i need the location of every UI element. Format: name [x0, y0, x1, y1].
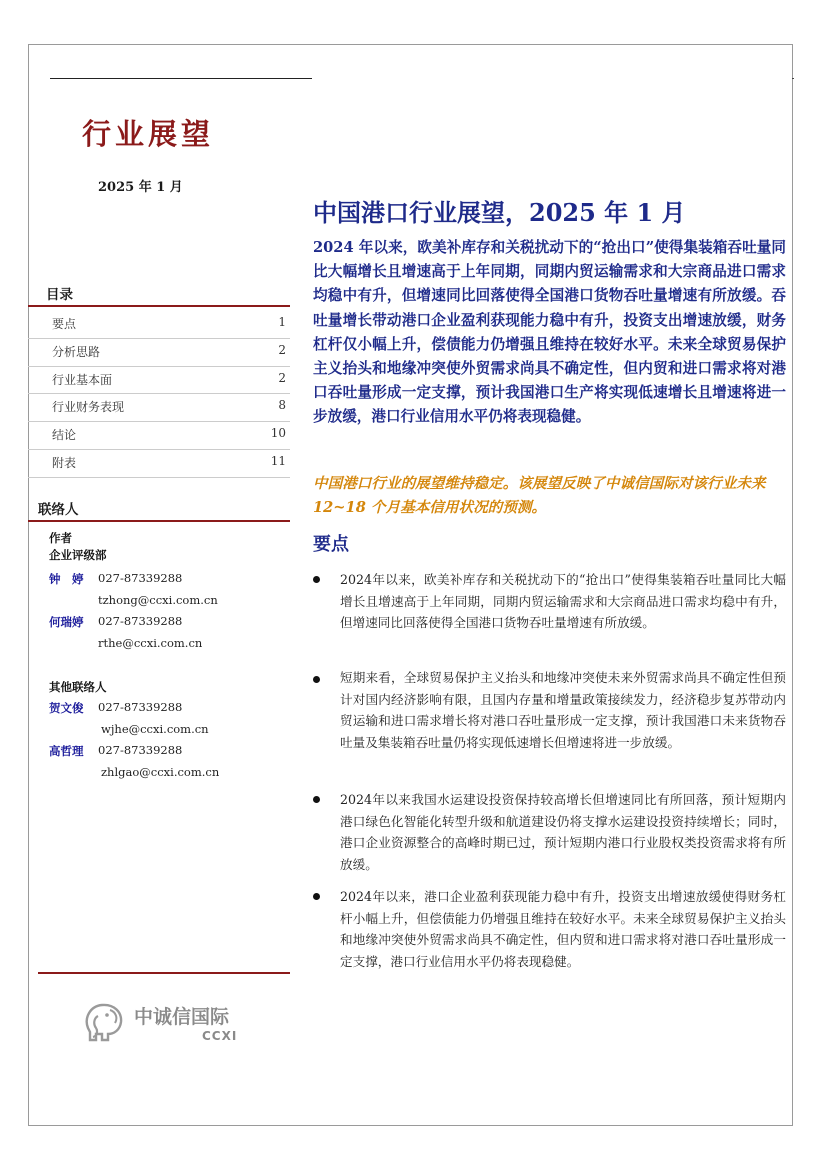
- contact-email[interactable]: wjhe@ccxi.com.cn: [101, 722, 209, 736]
- contact-name: 何瑞婷: [49, 615, 84, 629]
- toc-item-label: 结论: [52, 428, 77, 443]
- contact-phone: 027-87339288: [98, 743, 183, 757]
- key-points-heading: 要点: [313, 534, 349, 555]
- contacts-rule: [28, 520, 290, 522]
- bullet-icon: [313, 576, 320, 583]
- toc-item-label: 要点: [52, 317, 77, 331]
- toc-item-label: 行业基本面: [52, 372, 113, 387]
- dept-label: 企业评级部: [49, 548, 107, 562]
- header-rule: [50, 78, 312, 79]
- key-point-item: 短期来看，全球贸易保护主义抬头和地缘冲突使未来外贸需求尚具不确定性但预计对国内经济影响有限，且国内存量和增量政策接续发力，经济稳步复苏带动内贸运输和进口需求增长将对港口吞吐量形成一定支撑，预计我国港口未来货物吞吐量及集装箱吞吐量仍将实现低速增长但增速将进一步放缓。: [340, 670, 786, 750]
- contact-name: 贺文俊: [49, 701, 84, 715]
- bullet-icon: [313, 796, 320, 803]
- toc-item-label: 分析思路: [52, 344, 101, 359]
- key-point-item: 2024年以来我国水运建设投资保持较高增长但增速同比有所回落，预计短期内港口绿色化智能化转型升级和航道建设仍将支撑水运建设投资持续增长；同时，港口企业资源整合的高峰时期已过，预计短期内港口行业股权类投资需求将有所放缓。: [340, 792, 786, 872]
- contact-phone: 027-87339288: [98, 571, 183, 585]
- toc-item-page: 11: [270, 453, 286, 468]
- toc-item[interactable]: [28, 311, 290, 339]
- toc-item-page: 2: [278, 370, 286, 385]
- toc-item[interactable]: [28, 367, 290, 395]
- bullet-icon: [313, 676, 320, 683]
- toc-item-page: 2: [278, 342, 286, 357]
- bullet-icon: [313, 893, 320, 900]
- logo-text-cn: 中诚信国际: [134, 1006, 230, 1028]
- key-point-item: 2024年以来，港口企业盈利获现能力稳中有升，投资支出增速放缓使得财务杠杆小幅上升，但偿债能力仍增强且维持在较好水平。未来全球贸易保护主义抬头和地缘冲突使外贸需求尚具不确定性，但内贸和进口需求将对港口吞吐量形成一定支撑，港口行业信用水平仍将表现稳健。: [340, 889, 786, 969]
- contacts-title: 联络人: [38, 502, 79, 518]
- toc-rule: [28, 305, 290, 307]
- summary-paragraph: 2024 年以来，欧美补库存和关税扰动下的“抢出口”使得集装箱吞吐量同比大幅增长且增速高于上年同期，同期内贸运输需求和大宗商品进口需求均稳中有升，但增速同比回落使得全国港口货物吞吐量增速有所放缓。吞吐量增长带动港口企业盈利获现能力稳中有升，投资支出增速放缓，财务杠杆仅小幅上升，偿债能力仍增强且维持在较好水平。未来全球贸易保护主义抬头和地缘冲突使外贸需求尚具不确定性，但内贸和进口需求将对港口吞吐量形成一定支撑，预计我国港口生产将实现低速增长且增速将进一步放缓，港口行业信用水平仍将表现稳健。: [313, 239, 786, 426]
- footer-rule: [38, 972, 290, 974]
- contact-email[interactable]: tzhong@ccxi.com.cn: [98, 593, 218, 607]
- toc-list: [28, 311, 290, 478]
- outlook-statement: 中国港口行业的展望维持稳定。该展望反映了中诚信国际对该行业未来 12~18 个月基本信用状况的预测。: [313, 475, 766, 516]
- report-title: 中国港口行业展望，2025 年 1 月: [313, 198, 686, 227]
- toc-item-page: 8: [278, 398, 286, 413]
- toc-item-page: 10: [270, 426, 286, 441]
- toc-item[interactable]: [28, 422, 290, 450]
- toc-item-label: 行业财务表现: [52, 400, 125, 415]
- contact-email[interactable]: zhlgao@ccxi.com.cn: [101, 765, 220, 779]
- toc-item-page: 1: [278, 315, 286, 329]
- contact-name: 高哲理: [49, 744, 84, 758]
- author-label: 作者: [49, 531, 72, 545]
- elephant-icon: [80, 998, 126, 1044]
- header-rule-right: [792, 78, 794, 79]
- key-point-item: 2024年以来，欧美补库存和关税扰动下的“抢出口”使得集装箱吞吐量同比大幅增长且增速高于上年同期，同期内贸运输需求和大宗商品进口需求均稳中有升，但增速同比回落使得全国港口货物吞吐量增速有所放缓。: [340, 572, 786, 631]
- contact-name: 钟 婷: [49, 572, 84, 586]
- other-contacts-label: 其他联络人: [49, 680, 107, 694]
- logo-text-en: CCXI: [202, 1029, 238, 1043]
- report-date: 2025 年 1 月: [98, 180, 183, 195]
- section-label: 行业展望: [82, 117, 215, 151]
- contact-phone: 027-87339288: [98, 700, 183, 714]
- toc-title: 目录: [46, 287, 73, 303]
- toc-item[interactable]: [28, 339, 290, 367]
- toc-item[interactable]: [28, 394, 290, 422]
- ccxi-logo: [80, 998, 260, 1046]
- contact-phone: 027-87339288: [98, 614, 183, 628]
- toc-item-label: 附表: [52, 455, 77, 470]
- contact-email[interactable]: rthe@ccxi.com.cn: [98, 636, 203, 650]
- toc-item[interactable]: [28, 450, 290, 478]
